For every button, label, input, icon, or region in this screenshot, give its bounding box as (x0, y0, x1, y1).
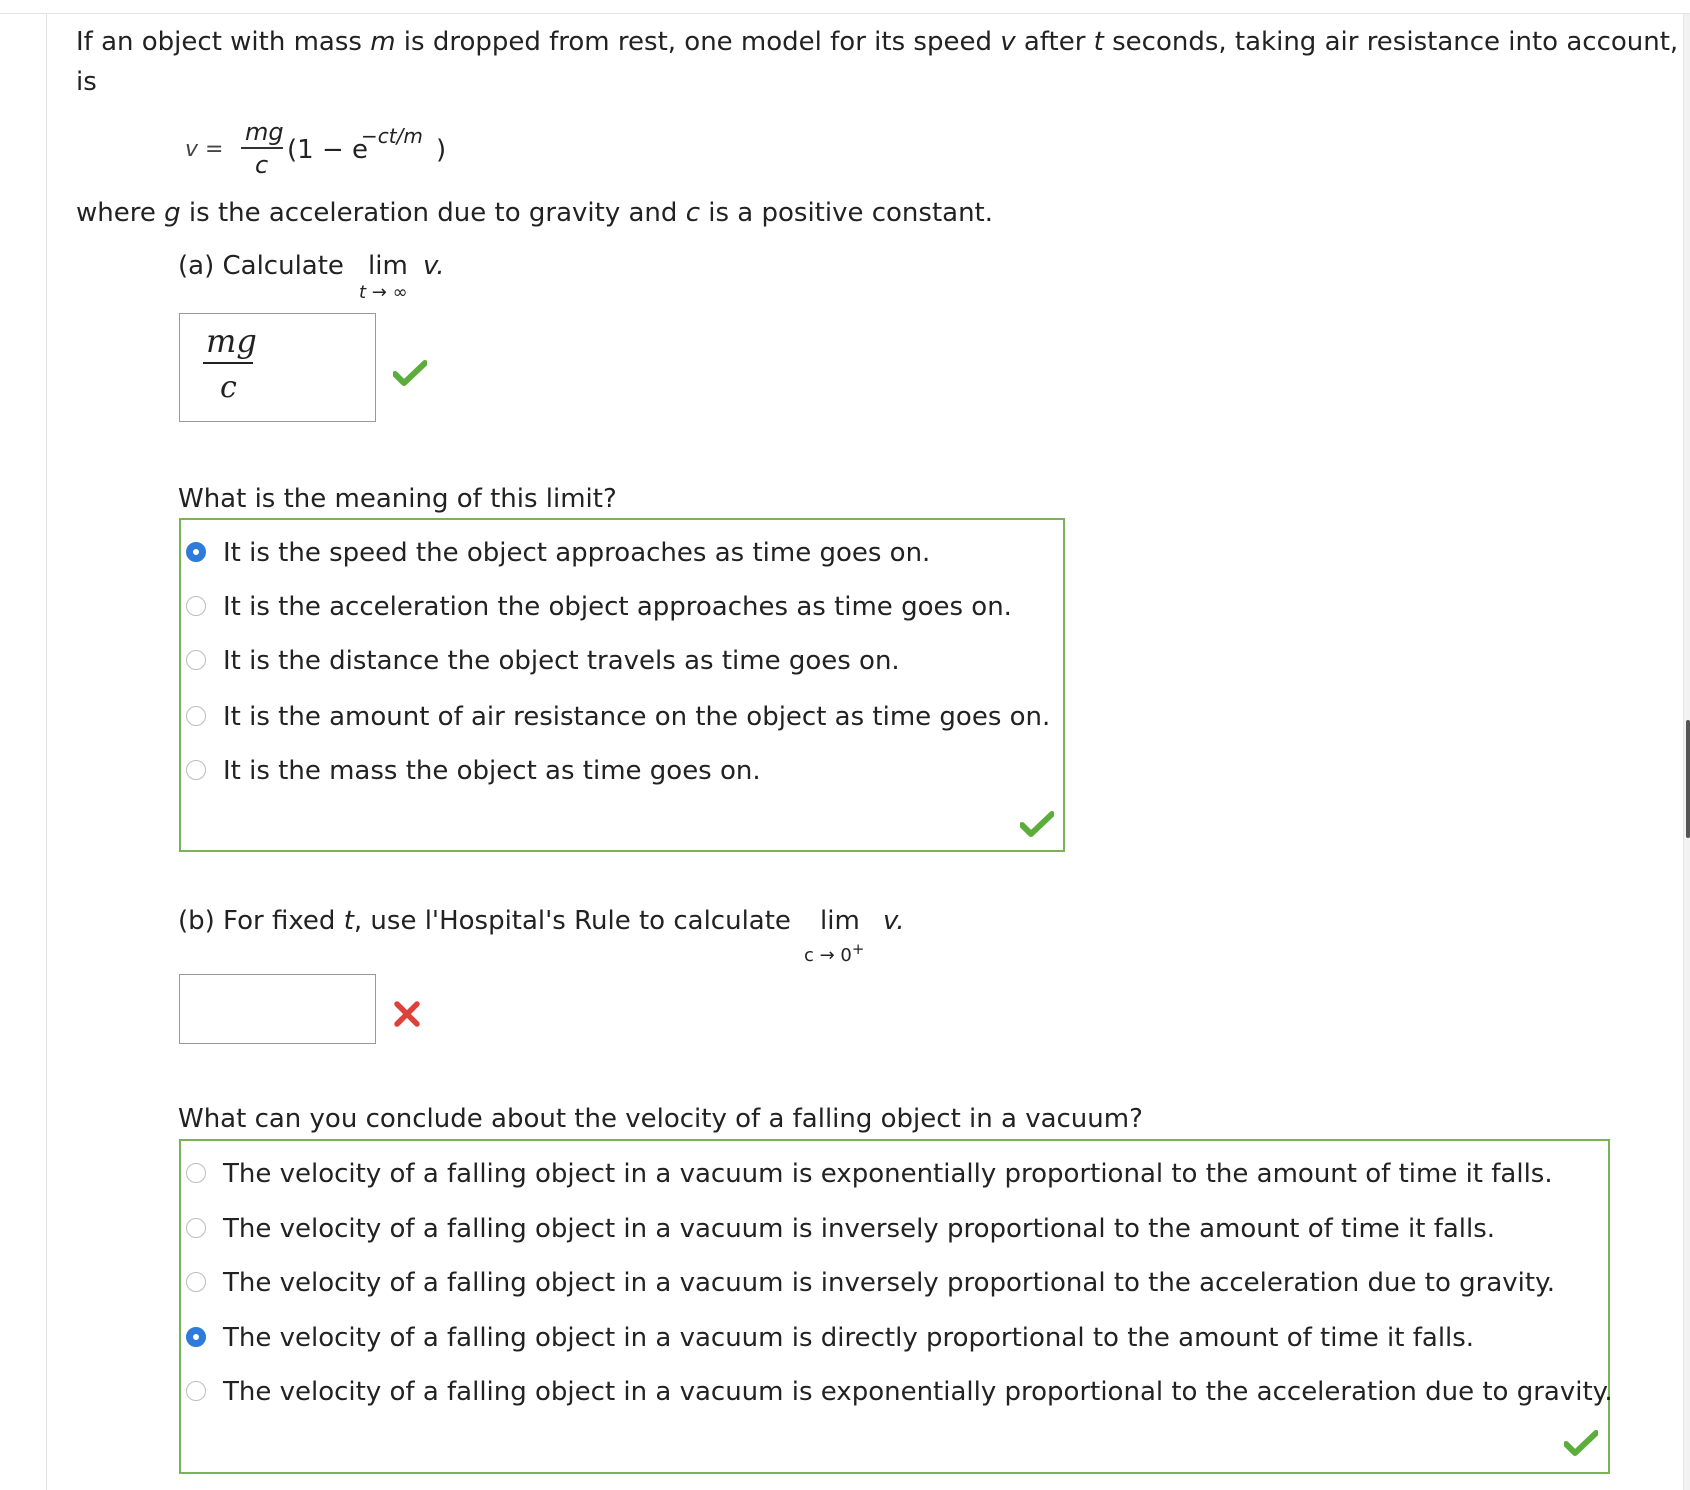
answer-denominator: c (220, 370, 237, 405)
part-b-lim: lim (820, 906, 860, 936)
part-a-lim-var: v. (423, 251, 445, 281)
correct-check-icon (1564, 1430, 1598, 1456)
left-border (46, 14, 47, 1490)
radio-button[interactable] (186, 1218, 206, 1238)
part-b-lim-sub: c → 0+ (804, 940, 865, 966)
part-a-lim: lim (368, 251, 408, 281)
radio-button[interactable] (186, 542, 206, 562)
right-edge-handle[interactable] (1686, 720, 1690, 838)
radio-button[interactable] (186, 1272, 206, 1292)
radio-button[interactable] (186, 1327, 206, 1347)
part-a-choices-box (179, 518, 1065, 852)
part-b-lim-var: v. (883, 906, 905, 936)
intro-line-2: is (76, 67, 97, 97)
correct-check-icon (393, 360, 427, 386)
top-border (0, 0, 1690, 14)
radio-button[interactable] (186, 650, 206, 670)
equation-exponent: −ct/m (361, 124, 423, 148)
answer-fraction-bar (203, 362, 253, 364)
equation-body: (1 − e (287, 135, 368, 165)
fraction-bar (241, 147, 283, 149)
part-b-question: What can you conclude about the velocity of a falling object in a vacuum? (178, 1104, 1143, 1134)
radio-button[interactable] (186, 706, 206, 726)
part-a-question: What is the meaning of this limit? (178, 484, 617, 514)
part-b-prompt: (b) For fixed t, use l'Hospital's Rule to calculate (178, 906, 791, 936)
answer-numerator: mg (206, 322, 257, 360)
intro-line-1: If an object with mass m is dropped from rest, one model for its speed v after t seconds, taking air resistance into account, (76, 27, 1679, 57)
correct-check-icon (1020, 811, 1054, 837)
incorrect-x-icon (393, 1000, 421, 1028)
part-a-prompt: (a) Calculate (178, 251, 344, 281)
where-text: where g is the acceleration due to gravity and c is a positive constant. (76, 198, 994, 228)
part-b-choices-box (179, 1139, 1610, 1474)
radio-button[interactable] (186, 1163, 206, 1183)
part-a-lim-sub: t → ∞ (359, 282, 408, 303)
equation-lhs: v = (185, 137, 224, 162)
radio-button[interactable] (186, 760, 206, 780)
equation-close: ) (436, 135, 447, 165)
radio-button[interactable] (186, 1381, 206, 1401)
equation-denominator: c (255, 151, 269, 179)
part-b-answer-input[interactable] (179, 974, 376, 1044)
equation-numerator: mg (245, 118, 284, 146)
radio-button[interactable] (186, 596, 206, 616)
